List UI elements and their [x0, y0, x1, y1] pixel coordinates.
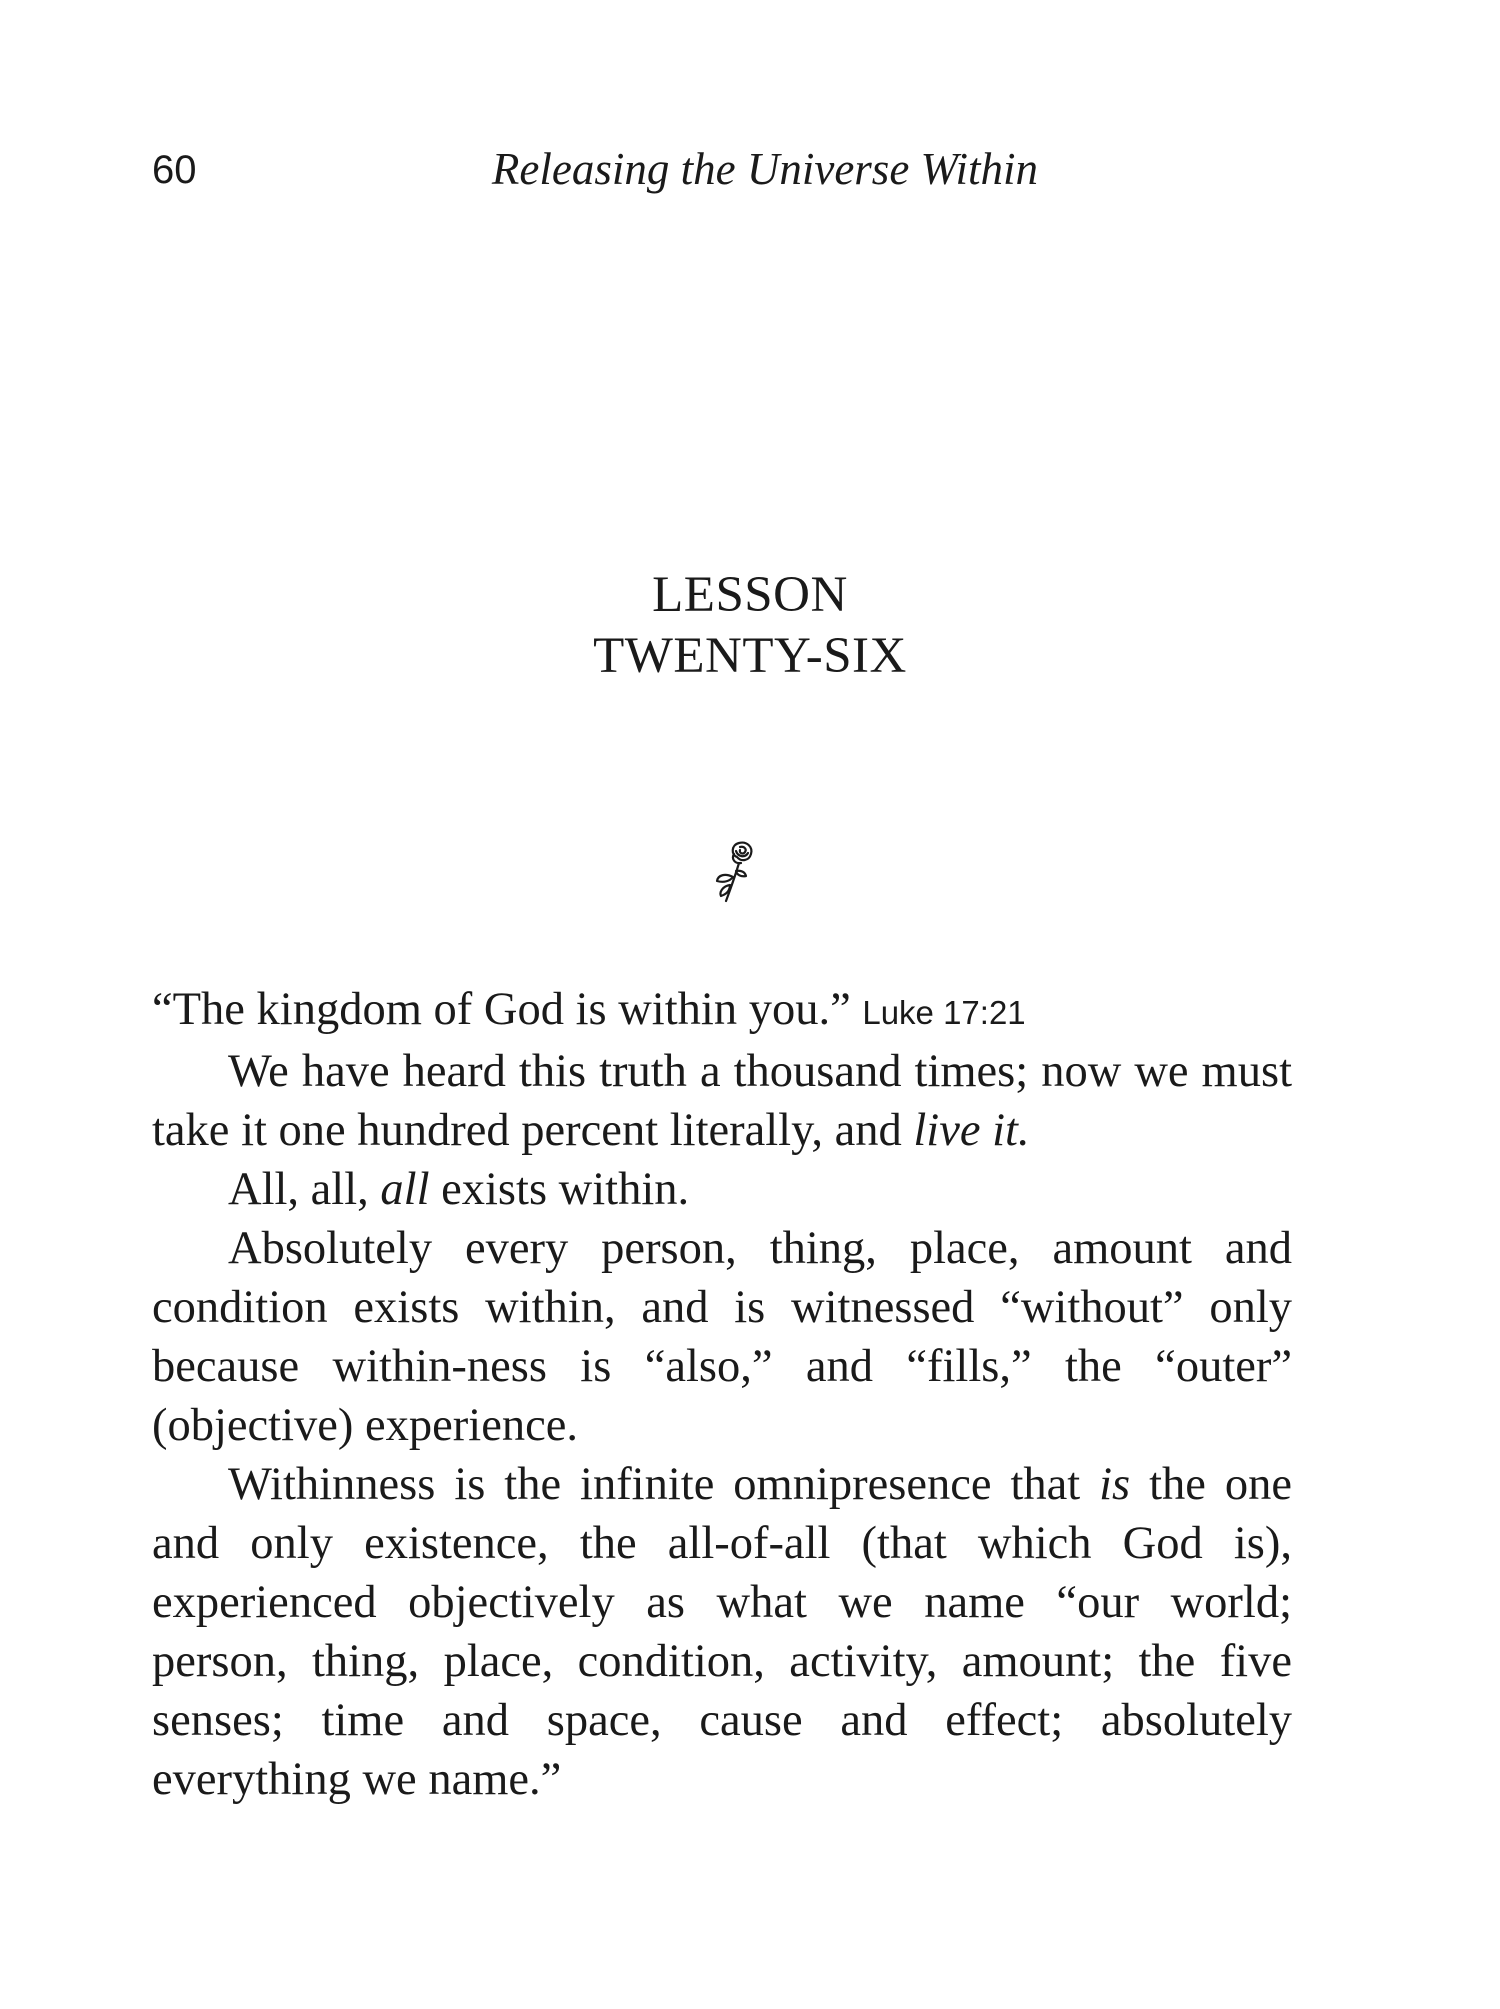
epigraph-citation: Luke 17:21	[862, 994, 1026, 1031]
lesson-title-line-1: LESSON	[652, 567, 848, 623]
running-head: Releasing the Universe Within	[491, 144, 1039, 194]
epigraph	[152, 980, 1292, 1042]
rose-ornament-icon	[707, 837, 767, 905]
lesson-title-line-2: TWENTY-SIX	[593, 628, 907, 684]
paragraph-4	[152, 1455, 1292, 1809]
paragraph-2-lead: All, all,	[228, 1164, 381, 1215]
paragraph-4-lead: Withinness is the infinite omnipresence that	[228, 1459, 1100, 1510]
paragraph-2-emphasis: all	[380, 1164, 430, 1215]
body-text	[152, 980, 1292, 1809]
paragraph-2	[152, 1160, 1292, 1219]
page-number: 60	[152, 148, 197, 192]
paragraph-3: Absolutely every person, thing, place, amount and condition exists within, and is witnessed “without” only because within-ness is “also,” and “fills,” the “outer” (objective) experience.	[152, 1223, 1292, 1451]
paragraph-1	[152, 1042, 1292, 1160]
epigraph-quote: “The kingdom of God is within you.”	[152, 984, 851, 1035]
paragraph-4-rest: the one and only existence, the all-of-all (that which God is), experienced objectively as what we name “our world; person, thing, place, condition, activity, amount; the five senses; time and space, cause and effect; absolutely everything we name.”	[152, 1459, 1292, 1805]
paragraph-1-text: We have heard this truth a thousand times; now we must take it one hundred percent literally, and	[152, 1046, 1292, 1156]
paragraph-4-emphasis: is	[1099, 1459, 1131, 1510]
paragraph-1-emphasis: live it.	[913, 1105, 1030, 1156]
lesson-title	[0, 565, 1500, 687]
paragraph-2-rest: exists within.	[429, 1164, 690, 1215]
